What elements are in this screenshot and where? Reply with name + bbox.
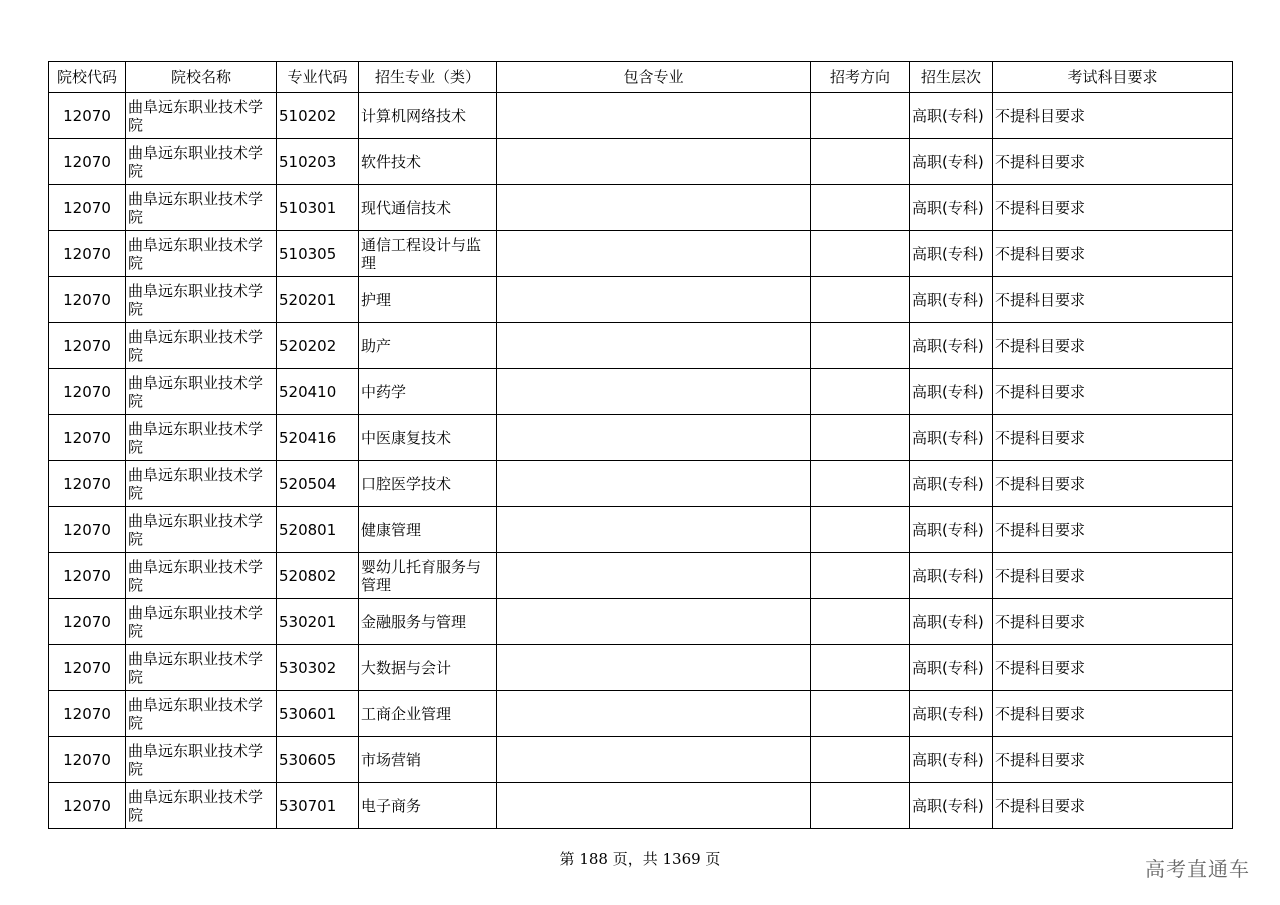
cell-level: 高职(专科): [910, 231, 993, 277]
cell-school-code: 12070: [49, 783, 126, 829]
cell-direction: [811, 645, 910, 691]
cell-direction: [811, 691, 910, 737]
cell-includes: [497, 185, 811, 231]
cell-requirement: 不提科目要求: [993, 415, 1233, 461]
cell-school-code: 12070: [49, 507, 126, 553]
cell-includes: [497, 553, 811, 599]
table-row: [49, 139, 1233, 185]
header-level: 招生层次: [910, 62, 993, 93]
cell-level: 高职(专科): [910, 507, 993, 553]
cell-level: 高职(专科): [910, 139, 993, 185]
cell-requirement: 不提科目要求: [993, 783, 1233, 829]
cell-requirement: 不提科目要求: [993, 323, 1233, 369]
cell-major-code: 510305: [277, 231, 359, 277]
cell-school-code: 12070: [49, 185, 126, 231]
table-row: [49, 599, 1233, 645]
cell-level: 高职(专科): [910, 599, 993, 645]
cell-school-code: 12070: [49, 691, 126, 737]
cell-school-code: 12070: [49, 231, 126, 277]
cell-level: 高职(专科): [910, 691, 993, 737]
cell-school-code: 12070: [49, 93, 126, 139]
cell-school-name: 曲阜远东职业技术学院: [126, 507, 277, 553]
cell-major-code: 520416: [277, 415, 359, 461]
cell-level: 高职(专科): [910, 369, 993, 415]
cell-school-name: 曲阜远东职业技术学院: [126, 461, 277, 507]
header-major: 招生专业（类）: [359, 62, 497, 93]
cell-school-name: 曲阜远东职业技术学院: [126, 323, 277, 369]
cell-direction: [811, 415, 910, 461]
cell-major-code: 520801: [277, 507, 359, 553]
cell-major-code: 510202: [277, 93, 359, 139]
cell-school-name: 曲阜远东职业技术学院: [126, 691, 277, 737]
header-direction: 招考方向: [811, 62, 910, 93]
cell-requirement: 不提科目要求: [993, 461, 1233, 507]
table-row: [49, 737, 1233, 783]
table-header-row: [49, 62, 1233, 93]
cell-school-name: 曲阜远东职业技术学院: [126, 369, 277, 415]
cell-requirement: 不提科目要求: [993, 277, 1233, 323]
cell-major: 市场营销: [359, 737, 497, 783]
table-row: [49, 507, 1233, 553]
cell-direction: [811, 507, 910, 553]
cell-major-code: 520202: [277, 323, 359, 369]
table-row: [49, 691, 1233, 737]
cell-direction: [811, 783, 910, 829]
cell-requirement: 不提科目要求: [993, 185, 1233, 231]
cell-requirement: 不提科目要求: [993, 645, 1233, 691]
cell-school-code: 12070: [49, 139, 126, 185]
header-school-code: 院校代码: [49, 62, 126, 93]
cell-school-name: 曲阜远东职业技术学院: [126, 553, 277, 599]
header-requirement: 考试科目要求: [993, 62, 1233, 93]
cell-includes: [497, 461, 811, 507]
cell-school-code: 12070: [49, 599, 126, 645]
table-row: [49, 185, 1233, 231]
cell-school-name: 曲阜远东职业技术学院: [126, 185, 277, 231]
cell-includes: [497, 231, 811, 277]
header-includes: 包含专业: [497, 62, 811, 93]
cell-school-name: 曲阜远东职业技术学院: [126, 415, 277, 461]
page-number: 第 188 页，共 1369 页: [559, 850, 721, 868]
cell-requirement: 不提科目要求: [993, 231, 1233, 277]
cell-major-code: 520802: [277, 553, 359, 599]
table-row: [49, 277, 1233, 323]
cell-major: 护理: [359, 277, 497, 323]
cell-direction: [811, 277, 910, 323]
cell-level: 高职(专科): [910, 783, 993, 829]
cell-school-code: 12070: [49, 369, 126, 415]
cell-school-code: 12070: [49, 553, 126, 599]
cell-requirement: 不提科目要求: [993, 93, 1233, 139]
cell-major: 婴幼儿托育服务与管理: [359, 553, 497, 599]
cell-includes: [497, 691, 811, 737]
cell-level: 高职(专科): [910, 323, 993, 369]
cell-requirement: 不提科目要求: [993, 737, 1233, 783]
cell-school-name: 曲阜远东职业技术学院: [126, 93, 277, 139]
cell-requirement: 不提科目要求: [993, 369, 1233, 415]
header-school-name: 院校名称: [126, 62, 277, 93]
cell-includes: [497, 415, 811, 461]
cell-major-code: 520201: [277, 277, 359, 323]
cell-direction: [811, 323, 910, 369]
cell-includes: [497, 737, 811, 783]
table-body: [49, 93, 1233, 829]
cell-school-code: 12070: [49, 277, 126, 323]
cell-major: 工商企业管理: [359, 691, 497, 737]
cell-level: 高职(专科): [910, 737, 993, 783]
cell-major-code: 510203: [277, 139, 359, 185]
cell-includes: [497, 277, 811, 323]
cell-level: 高职(专科): [910, 93, 993, 139]
cell-school-code: 12070: [49, 323, 126, 369]
cell-level: 高职(专科): [910, 277, 993, 323]
cell-major: 中医康复技术: [359, 415, 497, 461]
cell-school-code: 12070: [49, 645, 126, 691]
cell-school-name: 曲阜远东职业技术学院: [126, 737, 277, 783]
cell-school-code: 12070: [49, 461, 126, 507]
cell-includes: [497, 599, 811, 645]
cell-major: 金融服务与管理: [359, 599, 497, 645]
cell-major-code: 510301: [277, 185, 359, 231]
cell-requirement: 不提科目要求: [993, 507, 1233, 553]
table-row: [49, 645, 1233, 691]
header-major-code: 专业代码: [277, 62, 359, 93]
cell-major: 现代通信技术: [359, 185, 497, 231]
cell-includes: [497, 369, 811, 415]
table-row: [49, 783, 1233, 829]
cell-school-code: 12070: [49, 737, 126, 783]
cell-includes: [497, 323, 811, 369]
table-row: [49, 415, 1233, 461]
cell-school-code: 12070: [49, 415, 126, 461]
cell-includes: [497, 139, 811, 185]
cell-major: 大数据与会计: [359, 645, 497, 691]
admissions-table: [48, 61, 1233, 829]
cell-requirement: 不提科目要求: [993, 553, 1233, 599]
table-row: [49, 461, 1233, 507]
cell-school-name: 曲阜远东职业技术学院: [126, 645, 277, 691]
cell-direction: [811, 461, 910, 507]
cell-school-name: 曲阜远东职业技术学院: [126, 231, 277, 277]
cell-school-name: 曲阜远东职业技术学院: [126, 277, 277, 323]
cell-level: 高职(专科): [910, 645, 993, 691]
cell-requirement: 不提科目要求: [993, 691, 1233, 737]
cell-level: 高职(专科): [910, 415, 993, 461]
watermark: 高考直通车: [1145, 857, 1250, 881]
cell-direction: [811, 599, 910, 645]
cell-direction: [811, 737, 910, 783]
cell-major: 中药学: [359, 369, 497, 415]
cell-major: 通信工程设计与监理: [359, 231, 497, 277]
table-row: [49, 93, 1233, 139]
cell-major: 软件技术: [359, 139, 497, 185]
cell-major: 电子商务: [359, 783, 497, 829]
cell-major-code: 530201: [277, 599, 359, 645]
cell-requirement: 不提科目要求: [993, 599, 1233, 645]
cell-major: 计算机网络技术: [359, 93, 497, 139]
cell-includes: [497, 93, 811, 139]
cell-requirement: 不提科目要求: [993, 139, 1233, 185]
cell-school-name: 曲阜远东职业技术学院: [126, 783, 277, 829]
cell-major-code: 520504: [277, 461, 359, 507]
table-row: [49, 323, 1233, 369]
cell-direction: [811, 139, 910, 185]
cell-major-code: 530701: [277, 783, 359, 829]
table-row: [49, 369, 1233, 415]
table-row: [49, 553, 1233, 599]
cell-school-name: 曲阜远东职业技术学院: [126, 599, 277, 645]
cell-direction: [811, 553, 910, 599]
cell-major: 助产: [359, 323, 497, 369]
cell-direction: [811, 185, 910, 231]
cell-includes: [497, 507, 811, 553]
cell-major-code: 530605: [277, 737, 359, 783]
table-row: [49, 231, 1233, 277]
cell-direction: [811, 93, 910, 139]
cell-includes: [497, 645, 811, 691]
cell-major-code: 530302: [277, 645, 359, 691]
cell-level: 高职(专科): [910, 553, 993, 599]
cell-school-name: 曲阜远东职业技术学院: [126, 139, 277, 185]
cell-major: 健康管理: [359, 507, 497, 553]
cell-direction: [811, 369, 910, 415]
cell-major-code: 520410: [277, 369, 359, 415]
cell-includes: [497, 783, 811, 829]
cell-major: 口腔医学技术: [359, 461, 497, 507]
cell-level: 高职(专科): [910, 461, 993, 507]
cell-major-code: 530601: [277, 691, 359, 737]
cell-level: 高职(专科): [910, 185, 993, 231]
cell-direction: [811, 231, 910, 277]
